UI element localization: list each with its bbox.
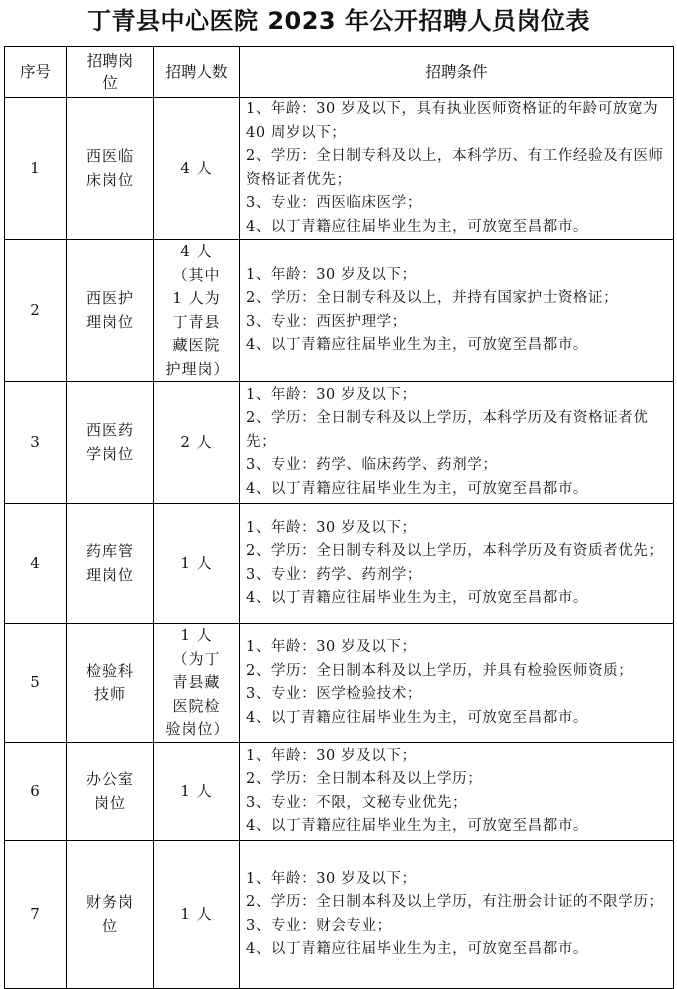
row-count bbox=[154, 98, 240, 240]
header-seq: 序号 bbox=[5, 47, 67, 98]
requirement-item: 1、年龄：30 岁及以下； bbox=[246, 519, 417, 536]
row-count-text: 1 人 bbox=[180, 553, 213, 572]
table-row bbox=[5, 504, 674, 624]
row-count bbox=[154, 240, 240, 382]
row-count bbox=[154, 382, 240, 504]
row-count-text: 1 人 bbox=[180, 904, 213, 923]
requirement-item: 4、以丁青籍应往届毕业生为主，可放宽至昌都市。 bbox=[246, 218, 589, 235]
row-position-text: 检验科技师 bbox=[85, 661, 134, 703]
requirement-item: 2、学历：全日制专科及以上学历，本科学历及有资格证者优先； bbox=[246, 410, 649, 450]
requirement-item: 4、以丁青籍应往届毕业生为主，可放宽至昌都市。 bbox=[246, 590, 589, 606]
requirement-item: 2、学历：全日制本科及以上学历，有注册会计证的不限学历； bbox=[246, 894, 664, 910]
row-requirements bbox=[240, 98, 674, 240]
requirement-item: 3、专业：财会专业； bbox=[246, 917, 392, 934]
row-position bbox=[67, 841, 154, 989]
row-requirements bbox=[240, 240, 674, 382]
recruitment-table bbox=[4, 46, 674, 989]
requirement-item: 3、专业：西医护理学； bbox=[246, 313, 407, 330]
requirement-item: 4、以丁青籍应往届毕业生为主，可放宽至昌都市。 bbox=[246, 941, 589, 957]
requirement-item: 3、专业：药学、药剂学； bbox=[246, 566, 422, 583]
row-position-text: 财务岗位 bbox=[85, 893, 134, 935]
requirement-item: 1、年龄：30 岁及以下； bbox=[246, 639, 417, 655]
table-row bbox=[5, 743, 674, 841]
row-requirements bbox=[240, 841, 674, 989]
header-count: 招聘人数 bbox=[154, 47, 240, 98]
row-position bbox=[67, 382, 154, 504]
requirement-item: 3、专业：药学、临床药学、药剂学； bbox=[246, 457, 498, 474]
row-seq: 7 bbox=[5, 841, 67, 989]
row-count-text: 2 人 bbox=[180, 432, 213, 451]
row-position-text: 药库管理岗位 bbox=[85, 542, 134, 584]
row-count-text: 4 人 bbox=[180, 158, 213, 177]
row-seq: 5 bbox=[5, 624, 67, 743]
header-position: 招聘岗位 bbox=[67, 47, 154, 98]
table-row bbox=[5, 382, 674, 504]
table-body bbox=[5, 98, 674, 989]
requirement-item: 4、以丁青籍应往届毕业生为主，可放宽至昌都市。 bbox=[246, 337, 589, 353]
row-count bbox=[154, 504, 240, 624]
row-position bbox=[67, 98, 154, 240]
row-requirements bbox=[240, 382, 674, 504]
row-position bbox=[67, 240, 154, 382]
row-seq: 6 bbox=[5, 743, 67, 841]
row-position bbox=[67, 743, 154, 841]
table-row bbox=[5, 98, 674, 240]
row-requirements bbox=[240, 743, 674, 841]
row-count bbox=[154, 743, 240, 841]
requirement-item: 2、学历：全日制专科及以上学历，本科学历及有资质者优先； bbox=[246, 543, 664, 559]
row-count bbox=[154, 841, 240, 989]
row-position-text: 西医护理岗位 bbox=[85, 289, 134, 331]
row-position-text: 西医临床岗位 bbox=[85, 147, 134, 189]
requirement-item: 1、年龄：30 岁及以下，具有执业医师资格证的年龄可放宽为 40 周岁以下； bbox=[246, 101, 659, 141]
row-position-text: 办公室岗位 bbox=[85, 770, 134, 812]
requirement-item: 4、以丁青籍应往届毕业生为主，可放宽至昌都市。 bbox=[246, 818, 589, 834]
row-count-text: 1 人 bbox=[180, 781, 213, 800]
row-seq: 1 bbox=[5, 98, 67, 240]
requirement-item: 1、年龄：30 岁及以下； bbox=[246, 386, 417, 403]
row-seq: 2 bbox=[5, 240, 67, 382]
row-position bbox=[67, 504, 154, 624]
requirement-item: 2、学历：全日制本科及以上学历，并具有检验医师资质； bbox=[246, 662, 634, 679]
header-requirements: 招聘条件 bbox=[240, 47, 674, 98]
document-title: 丁青县中心医院 2023 年公开招聘人员岗位表 bbox=[86, 7, 590, 35]
requirement-item: 1、年龄：30 岁及以下； bbox=[246, 870, 417, 887]
row-count bbox=[154, 624, 240, 743]
row-requirements bbox=[240, 624, 674, 743]
requirement-item: 2、学历：全日制专科及以上，并持有国家护士资格证； bbox=[246, 290, 619, 306]
requirement-item: 4、以丁青籍应往届毕业生为主，可放宽至昌都市。 bbox=[246, 480, 589, 497]
requirement-item: 4、以丁青籍应往届毕业生为主，可放宽至昌都市。 bbox=[246, 709, 589, 726]
row-position-text: 西医药学岗位 bbox=[85, 421, 134, 463]
table-row bbox=[5, 841, 674, 989]
row-seq: 3 bbox=[5, 382, 67, 504]
requirement-item: 2、学历：全日制本科及以上学历； bbox=[246, 771, 483, 787]
requirement-item: 3、专业：西医临床医学； bbox=[246, 195, 422, 211]
row-count-text: 4 人（其中 1 人为丁青县藏医院护理岗） bbox=[165, 242, 230, 378]
table-header-row bbox=[5, 47, 674, 98]
requirement-item: 3、专业：不限，文秘专业优先； bbox=[246, 794, 468, 811]
row-count-text: 1 人（为丁青县藏医院检验岗位） bbox=[165, 626, 230, 739]
table-row bbox=[5, 624, 674, 743]
requirement-item: 1、年龄：30 岁及以下； bbox=[246, 266, 417, 283]
requirement-item: 3、专业：医学检验技术； bbox=[246, 686, 422, 702]
row-seq: 4 bbox=[5, 504, 67, 624]
requirement-item: 2、学历：全日制专科及以上，本科学历、有工作经验及有医师资格证者优先； bbox=[246, 148, 664, 188]
row-position bbox=[67, 624, 154, 743]
row-requirements bbox=[240, 504, 674, 624]
table-row bbox=[5, 240, 674, 382]
requirement-item: 1、年龄：30 岁及以下； bbox=[246, 747, 417, 764]
